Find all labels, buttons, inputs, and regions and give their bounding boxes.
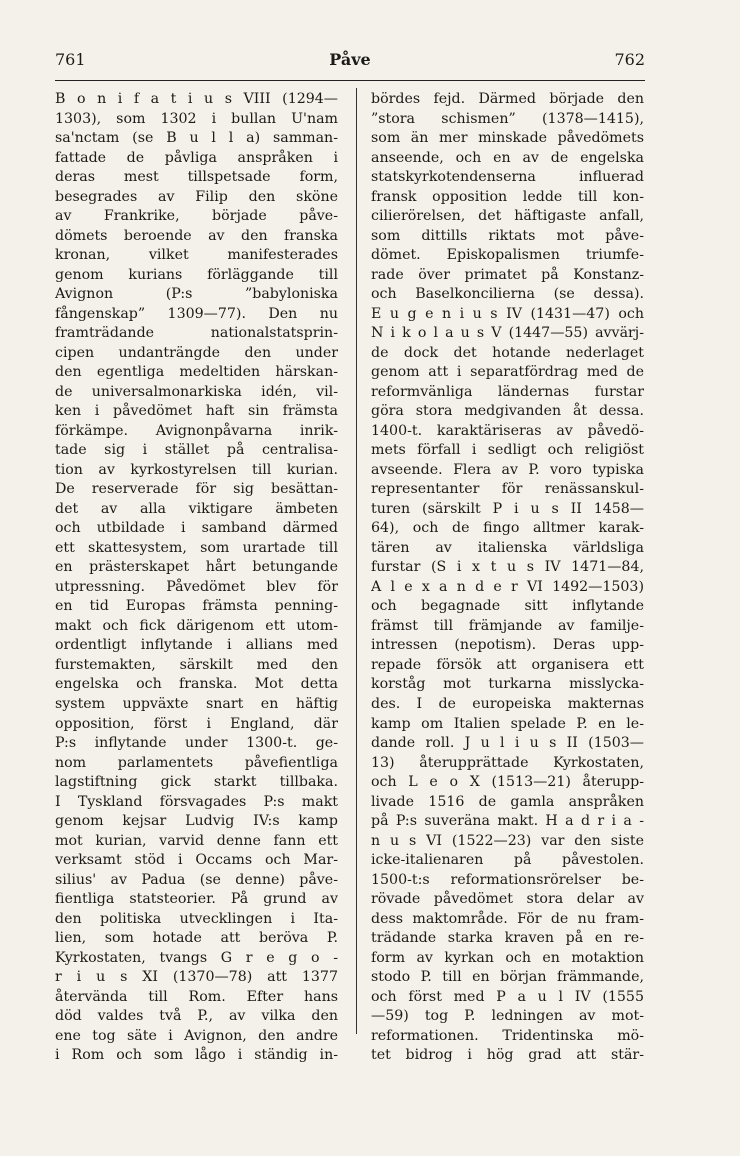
right-column-line: ”stora schismen” (1378—1415), [371, 110, 644, 127]
right-column-line: korståg mot turkarna misslycka- [371, 676, 644, 693]
left-column-line: ordentligt inflytande i allians med [55, 637, 338, 654]
left-column-line: system uppväxte snart en häftig [55, 695, 338, 712]
left-column-line: framträdande nationalstatsprin- [55, 325, 338, 342]
right-column-line: 13) återupprättade Kyrkostaten, [371, 754, 644, 771]
left-column-line: den politiska utvecklingen i Ita- [55, 910, 338, 927]
left-column-line: den egentliga medeltiden härskan- [55, 364, 338, 381]
left-column-line: en tid Europas främsta penning- [55, 598, 338, 615]
left-column-line: ken i påvedömet haft sin främsta [55, 403, 338, 420]
right-column-line: reformationen. Tridentinska mö- [371, 1027, 644, 1044]
left-column-line: nom parlamentets påvefientliga [55, 754, 338, 771]
right-column-line: repade försök att organisera ett [371, 656, 644, 673]
left-column-line: tion av kyrkostyrelsen till kurian. [55, 461, 338, 478]
left-column-line: besegrades av Filip den sköne [55, 188, 338, 205]
right-column-line: intressen (nepotism). Deras upp- [371, 637, 644, 654]
right-column-line: fransk opposition ledde till kon- [371, 188, 644, 205]
left-column-line: sa'nctam (se B u l l a) samman- [55, 130, 338, 147]
right-column-line: —59) tog P. ledningen av mot- [371, 1008, 644, 1025]
left-column-line: i Rom och som lågo i ständig in- [55, 1047, 338, 1064]
right-column-line: rade över primatet på Konstanz- [371, 266, 644, 283]
right-column-line: statskyrkotendenserna influerad [371, 169, 644, 186]
right-column-line: dess maktområde. För de nu fram- [371, 910, 644, 927]
left-column-line: kronan, vilket manifesterades [55, 247, 338, 264]
left-column-line: opposition, först i England, där [55, 715, 338, 732]
left-column-line: lien, som hotade att beröva P. [55, 930, 338, 947]
right-column-line: tet bidrog i hög grad att stär- [371, 1047, 644, 1064]
left-column-line: engelska och franska. Mot detta [55, 676, 338, 693]
left-column-line: ett skattesystem, som urartade till [55, 539, 338, 556]
page-number-left: 761 [55, 50, 86, 69]
running-title: Påve [329, 50, 371, 69]
left-column-line: genom kurians förläggande till [55, 266, 338, 283]
right-column-line: som dittills riktats mot påve- [371, 227, 644, 244]
left-column-line: förkämpe. Avignonpåvarna inrik- [55, 422, 338, 439]
left-column-line: r i u s XI (1370—78) att 1377 [55, 969, 338, 986]
left-column [55, 90, 338, 1066]
left-column-line: en prästerskapet hårt betungande [55, 559, 338, 576]
left-column-line: Kyrkostaten, tvangs G r e g o - [55, 949, 338, 966]
right-column-line: livade 1516 de gamla anspråken [371, 793, 644, 810]
right-column-line: representanter för renässanskul- [371, 481, 644, 498]
left-column-line: furstemakten, särskilt med den [55, 656, 338, 673]
right-column-line: på P:s suveräna makt. H a d r i a - [371, 813, 644, 830]
right-column-line: kamp om Italien spelade P. en le- [371, 715, 644, 732]
right-column-line: och begagnade sitt inflytande [371, 598, 644, 615]
right-column-line: form av kyrkan och en motaktion [371, 949, 644, 966]
right-column-line: de dock det hotande nederlaget [371, 344, 644, 361]
left-column-line: makt och fick därigenom ett utom- [55, 617, 338, 634]
left-column-line: cipen undanträngde den under [55, 344, 338, 361]
right-column-line: 1400-t. karaktäriseras av påvedö- [371, 422, 644, 439]
right-column-line: A l e x a n d e r VI 1492—1503) [371, 578, 644, 595]
right-column-line: trädande starka kraven på en re- [371, 930, 644, 947]
right-column-line: dömet. Episkopalismen triumfe- [371, 247, 644, 264]
left-column-line: tade sig i stället på centralisa- [55, 442, 338, 459]
right-column-line: och L e o X (1513—21) återupp- [371, 774, 644, 791]
right-column-line: turen (särskilt P i u s II 1458— [371, 500, 644, 517]
right-column-line: anseende, och en av de engelska [371, 149, 644, 166]
page-header [55, 50, 645, 76]
right-column-line: n u s VI (1522—23) var den siste [371, 832, 644, 849]
left-column-line: genom kejsar Ludvig IV:s kamp [55, 813, 338, 830]
left-column-line: av Frankrike, började påve- [55, 208, 338, 225]
left-column-line: fattade de påvliga anspråken i [55, 149, 338, 166]
left-column-line: återvända till Rom. Efter hans [55, 988, 338, 1005]
page-number-right: 762 [614, 50, 645, 69]
right-column-line: reformvänliga ländernas furstar [371, 383, 644, 400]
left-column-line: P:s inflytande under 1300-t. ge- [55, 735, 338, 752]
right-column-line: och först med P a u l IV (1555 [371, 988, 644, 1005]
right-column-line: stodo P. till en början främmande, [371, 969, 644, 986]
left-column-line: De reserverade för sig besättan- [55, 481, 338, 498]
right-column-line: des. I de europeiska makternas [371, 695, 644, 712]
left-column-line: deras mest tillspetsade form, [55, 169, 338, 186]
right-column-line: främst till främjande av familje- [371, 617, 644, 634]
right-column-line: genom att i separatfördrag med de [371, 364, 644, 381]
left-column-line: det av alla viktigare ämbeten [55, 500, 338, 517]
left-column-line: Avignon (P:s ”babyloniska [55, 286, 338, 303]
right-column-line: furstar (S i x t u s IV 1471—84, [371, 559, 644, 576]
left-column-line: B o n i f a t i u s VIII (1294— [55, 91, 338, 107]
left-column-line: dömets beroende av den franska [55, 227, 338, 244]
right-column-line: göra stora medgivanden åt dessa. [371, 403, 644, 420]
right-column-line: bördes fejd. Därmed började den [371, 91, 644, 107]
left-column-line: utpressning. Påvedömet blev för [55, 578, 338, 595]
left-column-line: ene tog säte i Avignon, den andre [55, 1027, 338, 1044]
right-column-line: E u g e n i u s IV (1431—47) och [371, 305, 644, 322]
right-column-line: dande roll. J u l i u s II (1503— [371, 735, 644, 752]
left-column-line: silius' av Padua (se denne) påve- [55, 871, 338, 888]
left-column-line: 1303), som 1302 i bullan U'nam [55, 110, 338, 127]
right-column [371, 90, 644, 1066]
left-column-line: lagstiftning gick starkt tillbaka. [55, 774, 338, 791]
right-column-line: rövade påvedömet stora delar av [371, 891, 644, 908]
left-column-line: och utbildade i samband därmed [55, 520, 338, 537]
right-column-line: N i k o l a u s V (1447—55) avvärj- [371, 325, 644, 342]
left-column-line: mot kurian, varvid denne fann ett [55, 832, 338, 849]
left-column-line: de universalmonarkiska idén, vil- [55, 383, 338, 400]
left-column-line: fångenskap” 1309—77). Den nu [55, 305, 338, 322]
left-column-line: verksamt stöd i Occams och Mar- [55, 852, 338, 869]
column-divider [356, 88, 357, 1034]
header-rule [55, 80, 645, 81]
right-column-line: 64), och de fingo alltmer karak- [371, 520, 644, 537]
right-column-line: icke-italienaren på påvestolen. [371, 852, 644, 869]
left-column-line: död valdes två P., av vilka den [55, 1008, 338, 1025]
right-column-line: mets förfall i sedligt och religiöst [371, 442, 644, 459]
right-column-line: avseende. Flera av P. voro typiska [371, 461, 644, 478]
left-column-line: fientliga statsteorier. På grund av [55, 891, 338, 908]
left-column-line: I Tyskland försvagades P:s makt [55, 793, 338, 810]
right-column-line: som än mer minskade påvedömets [371, 130, 644, 147]
right-column-line: 1500-t:s reformationsrörelser be- [371, 871, 644, 888]
right-column-line: och Baselkoncilierna (se dessa). [371, 286, 644, 303]
right-column-line: cilierörelsen, det häftigaste anfall, [371, 208, 644, 225]
right-column-line: tären av italienska världsliga [371, 539, 644, 556]
